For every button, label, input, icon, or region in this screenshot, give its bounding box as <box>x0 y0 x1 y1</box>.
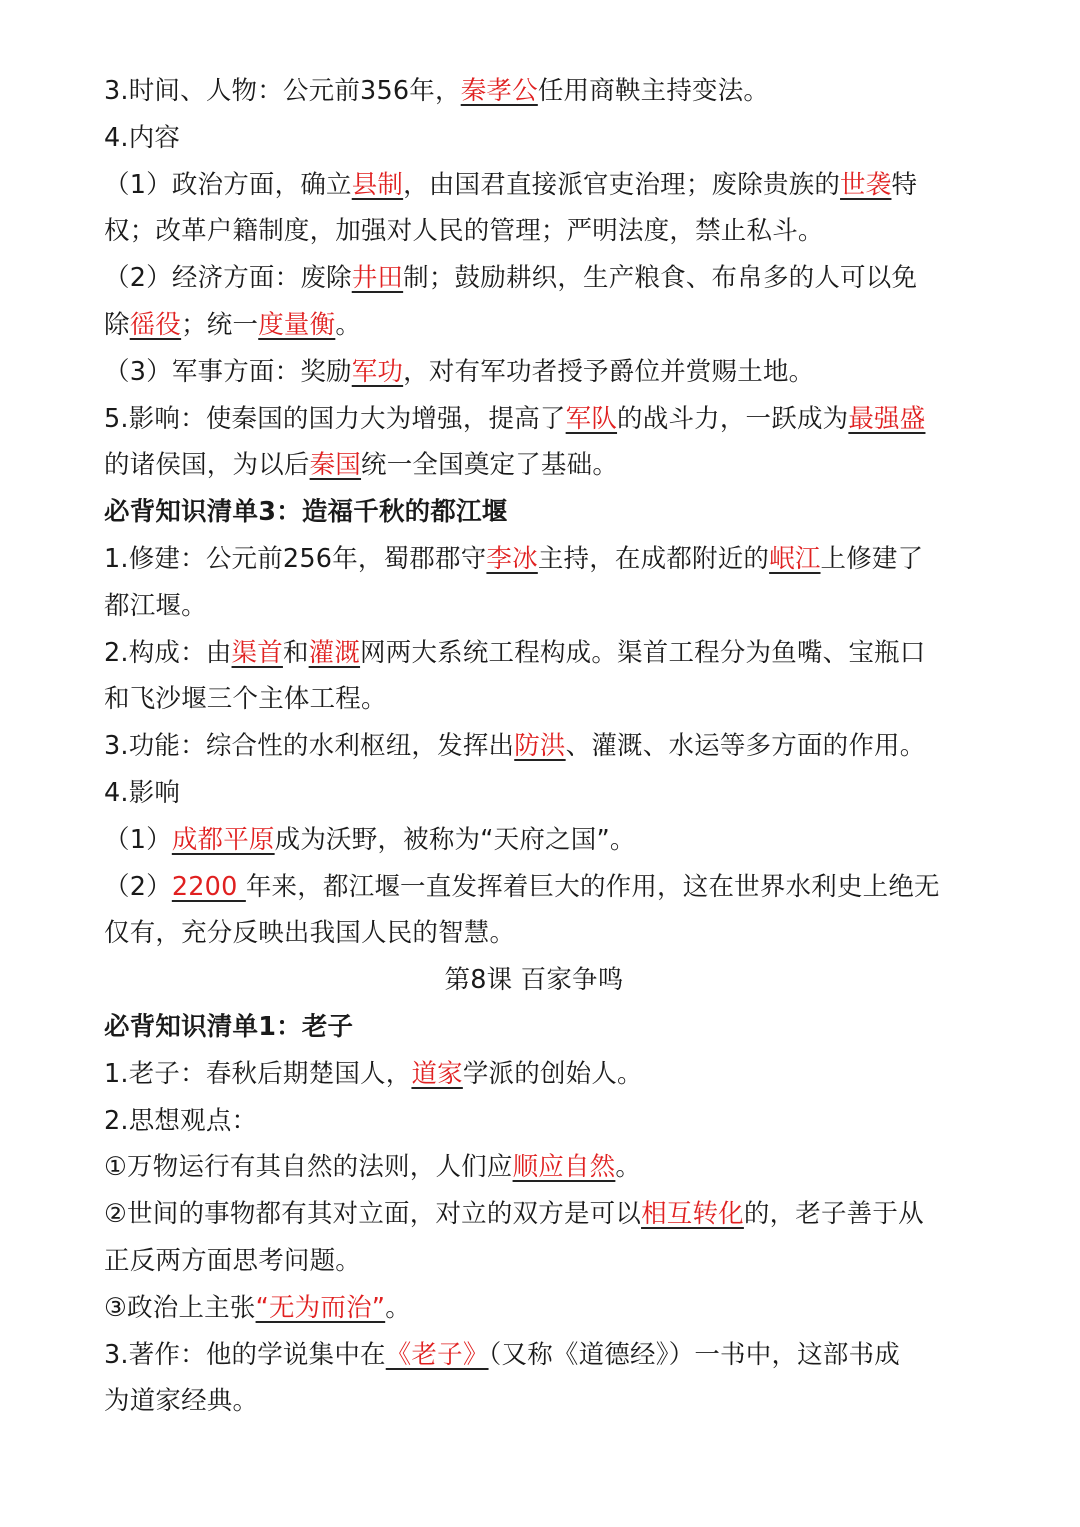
answer-highlight: 岷江 <box>769 543 821 574</box>
text-segment: 2.构成：由 <box>104 637 232 668</box>
answer-highlight: 李冰 <box>486 543 538 574</box>
text-segment: 4.内容 <box>104 122 181 153</box>
text-segment: （又称《道德经》）一书中，这部书成 <box>488 1339 900 1370</box>
answer-highlight: “无为而治” <box>255 1292 386 1323</box>
text-segment: 和飞沙堰三个主体工程。 <box>104 684 387 715</box>
text-segment: 4.影响 <box>104 777 181 808</box>
text-segment: ；统一 <box>181 309 259 340</box>
lesson-title <box>104 957 980 1004</box>
text-segment: 统一全国奠定了基础。 <box>361 450 619 481</box>
text-line <box>104 68 980 115</box>
text-segment: 学派的创始人。 <box>462 1058 643 1089</box>
text-segment: 3.功能：综合性的水利枢纽，发挥出 <box>104 731 515 762</box>
text-line <box>104 1051 980 1098</box>
text-segment: 必背知识清单3：造福千秋的都江堰 <box>104 497 508 528</box>
text-segment: 1.老子：春秋后期楚国人， <box>104 1058 412 1089</box>
answer-highlight: 《老子》 <box>385 1339 489 1370</box>
text-line <box>104 630 980 677</box>
text-line <box>104 723 980 770</box>
text-segment: 网两大系统工程构成。渠首工程分为鱼嘴、宝瓶口 <box>360 637 926 668</box>
text-segment: 的战斗力，一跃成为 <box>617 403 849 434</box>
answer-highlight: 最强盛 <box>848 403 926 434</box>
text-segment: 制；鼓励耕织，生产粮食、布帛多的人可以免 <box>403 263 918 294</box>
text-line <box>104 302 980 349</box>
answer-highlight: 秦国 <box>309 450 362 481</box>
section-heading <box>104 489 980 536</box>
section-heading <box>104 1004 980 1051</box>
text-segment: 3.著作：他的学说集中在 <box>104 1339 386 1370</box>
answer-highlight: 成都平原 <box>171 824 275 855</box>
answer-highlight: 秦孝公 <box>460 76 538 106</box>
text-segment: 仅有，充分反映出我国人民的智慧。 <box>104 918 516 949</box>
text-segment: 第8课 百家争鸣 <box>444 965 624 996</box>
text-segment: 5.影响：使秦国的国力大为增强，提高了 <box>104 403 566 434</box>
text-line <box>104 536 980 583</box>
text-segment: （1）政治方面，确立 <box>104 169 352 200</box>
text-segment: 为道家经典。 <box>104 1386 259 1417</box>
text-line <box>104 676 980 723</box>
answer-highlight: 道家 <box>411 1058 463 1089</box>
text-segment: 和 <box>282 637 309 668</box>
text-line <box>104 1191 980 1238</box>
text-line <box>104 1144 980 1191</box>
answer-highlight: 防洪 <box>514 731 566 762</box>
answer-highlight: 渠首 <box>231 637 283 668</box>
answer-highlight: 徭役 <box>129 309 182 340</box>
text-segment: 除 <box>104 309 130 340</box>
text-segment: 3.时间、人物：公元前356年， <box>104 76 461 106</box>
text-segment: （3）军事方面：奖励 <box>104 356 352 387</box>
text-segment: 。 <box>335 309 362 340</box>
text-line <box>104 1238 980 1285</box>
answer-highlight: 度量衡 <box>258 309 336 340</box>
document-body <box>104 68 980 1425</box>
text-line <box>104 770 980 817</box>
text-line <box>104 910 980 957</box>
text-line <box>104 817 980 864</box>
answer-highlight: 井田 <box>351 263 404 294</box>
text-segment: 都江堰。 <box>104 590 207 621</box>
text-segment: 必背知识清单1：老子 <box>104 1011 354 1042</box>
text-segment: 、灌溉、水运等多方面的作用。 <box>565 731 926 762</box>
text-line <box>104 1378 980 1425</box>
text-segment: 权；改革户籍制度，加强对人民的管理；严明法度，禁止私斗。 <box>104 216 824 247</box>
text-segment: 的，老子善于从 <box>743 1199 924 1230</box>
text-segment: 2.思想观点： <box>104 1105 258 1136</box>
answer-highlight: 顺应自然 <box>512 1152 616 1183</box>
text-segment: （2） <box>104 871 172 902</box>
text-line <box>104 162 980 209</box>
text-segment: 主持，在成都附近的 <box>537 543 770 574</box>
text-line <box>104 583 980 630</box>
text-segment: 年来，都江堰一直发挥着巨大的作用，这在世界水利史上绝无 <box>245 871 940 902</box>
text-segment: 。 <box>385 1292 411 1323</box>
text-line <box>104 1098 980 1145</box>
text-segment: （1） <box>104 824 172 855</box>
answer-highlight: 县制 <box>351 169 404 200</box>
text-segment: ③政治上主张 <box>104 1292 256 1323</box>
text-line <box>104 208 980 255</box>
answer-highlight: 2200 <box>171 871 246 902</box>
text-line <box>104 1285 980 1332</box>
text-segment: ，由国君直接派官吏治理；废除贵族的 <box>403 169 841 200</box>
answer-highlight: 灌溉 <box>308 637 361 668</box>
text-line <box>104 864 980 911</box>
text-line <box>104 349 980 396</box>
text-segment: 。 <box>615 1152 642 1183</box>
text-segment: ②世间的事物都有其对立面，对立的双方是可以 <box>104 1199 642 1230</box>
text-line <box>104 396 980 443</box>
answer-highlight: 世袭 <box>840 169 892 200</box>
text-segment: 成为沃野，被称为“天府之国”。 <box>274 824 636 855</box>
text-line <box>104 115 980 162</box>
text-line <box>104 255 980 302</box>
text-segment: 正反两方面思考问题。 <box>104 1245 362 1276</box>
text-segment: （2）经济方面：废除 <box>104 263 352 294</box>
text-segment: ，对有军功者授予爵位并赏赐土地。 <box>403 356 815 387</box>
text-segment: 特 <box>891 169 918 200</box>
text-segment: 1.修建：公元前256年，蜀郡郡守 <box>104 543 487 574</box>
answer-highlight: 相互转化 <box>641 1199 744 1230</box>
answer-highlight: 军队 <box>565 403 618 434</box>
text-line <box>104 442 980 489</box>
answer-highlight: 军功 <box>351 356 404 387</box>
text-segment: ①万物运行有其自然的法则，人们应 <box>104 1152 513 1183</box>
text-segment: 任用商鞅主持变法。 <box>537 76 770 106</box>
text-segment: 上修建了 <box>820 543 924 574</box>
text-segment: 的诸侯国，为以后 <box>104 450 310 481</box>
text-line <box>104 1332 980 1379</box>
